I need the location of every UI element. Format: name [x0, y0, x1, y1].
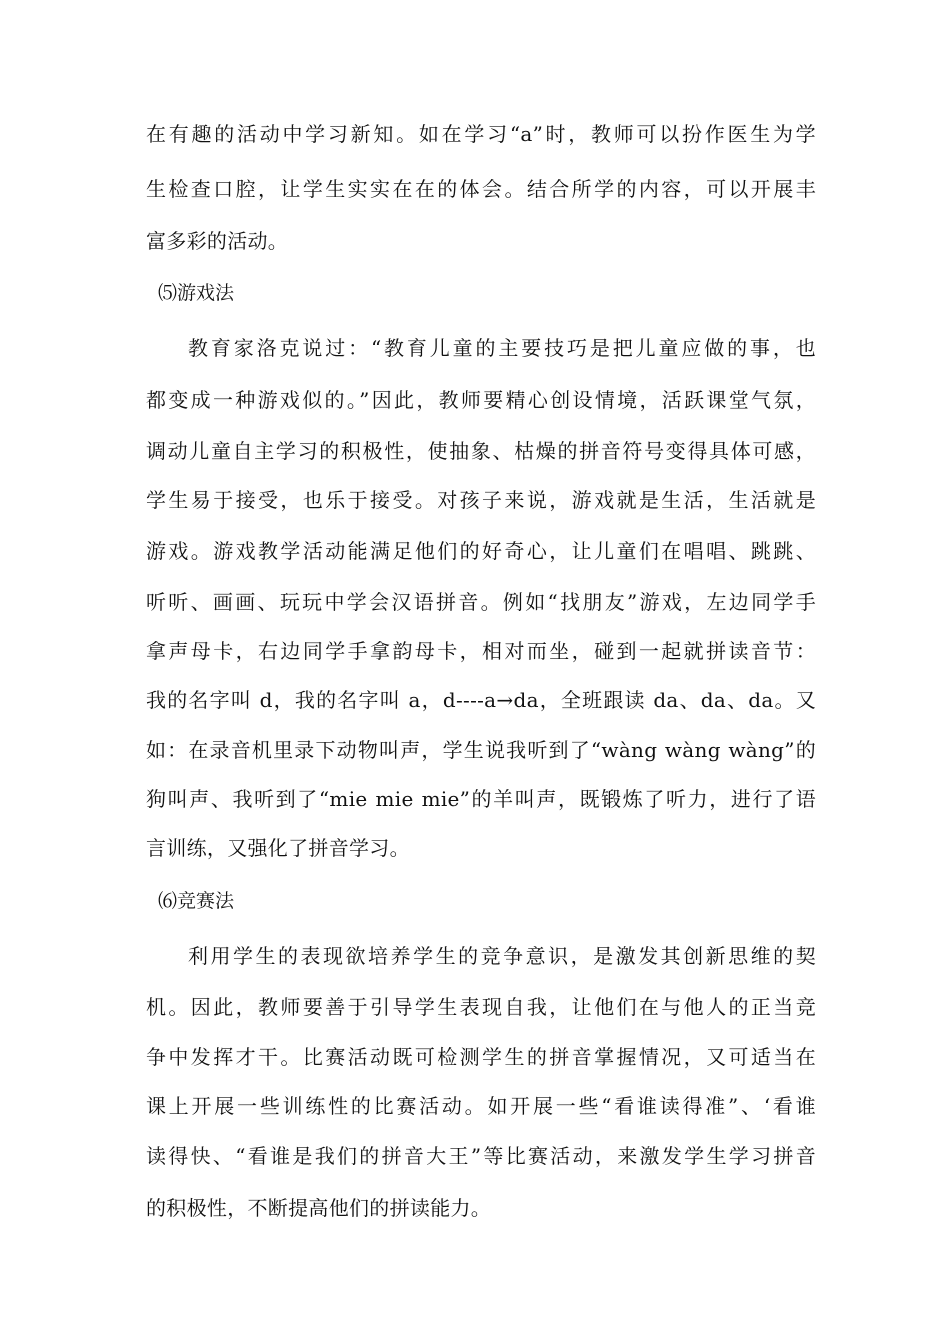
paragraph-line: 学生易于接受，也乐于接受。对孩子来说，游戏就是生活，生活就是 [146, 488, 816, 512]
paragraph-line: 机。因此，教师要善于引导学生表现自我，让他们在与他人的正当竞 [146, 995, 816, 1019]
paragraph-line: 都变成一种游戏似的。”因此，教师要精心创设情境，活跃课堂气氛， [146, 388, 816, 412]
paragraph-line: 调动儿童自主学习的积极性，使抽象、枯燥的拼音符号变得具体可感， [146, 439, 816, 463]
paragraph-line: 拿声母卡，右边同学手拿韵母卡，相对而坐，碰到一起就拼读音节： [146, 639, 816, 663]
paragraph-line: 读得快、“看谁是我们的拼音大王”等比赛活动，来激发学生学习拼音 [146, 1144, 816, 1168]
paragraph-line: 言训练，又强化了拼音学习。 [146, 836, 410, 860]
section-heading-competition-method: ⑹竞赛法 [158, 890, 235, 912]
paragraph-line: 课上开展一些训练性的比赛活动。如开展一些“看谁读得准”、‘看谁 [146, 1094, 816, 1118]
paragraph-line: 游戏。游戏教学活动能满足他们的好奇心，让儿童们在唱唱、跳跳、 [146, 539, 816, 563]
paragraph-line: 生检查口腔，让学生实实在在的体会。结合所学的内容，可以开展丰 [146, 177, 816, 201]
paragraph-line: 如：在录音机里录下动物叫声，学生说我听到了“wàng wàng wàng”的 [146, 738, 816, 762]
paragraph-line: 教育家洛克说过：“教育儿童的主要技巧是把儿童应做的事，也 [188, 336, 816, 360]
paragraph-line: 的积极性，不断提高他们的拼读能力。 [146, 1196, 492, 1220]
paragraph-line: 利用学生的表现欲培养学生的竞争意识，是激发其创新思维的契 [188, 944, 816, 968]
paragraph-line: 听听、画画、玩玩中学会汉语拼音。例如“找朋友”游戏，左边同学手 [146, 590, 816, 614]
paragraph-line: 争中发挥才干。比赛活动既可检测学生的拼音掌握情况，又可适当在 [146, 1045, 816, 1069]
section-heading-game-method: ⑸游戏法 [158, 282, 235, 304]
paragraph-line: 狗叫声、我听到了“mie mie mie”的羊叫声，既锻炼了听力，进行了语 [146, 787, 816, 811]
paragraph-line: 在有趣的活动中学习新知。如在学习“a”时，教师可以扮作医生为学 [146, 122, 816, 146]
paragraph-line: 富多彩的活动。 [146, 229, 289, 253]
paragraph-line: 我的名字叫 d，我的名字叫 a，d----a→da，全班跟读 da、da、da。又 [146, 688, 816, 712]
